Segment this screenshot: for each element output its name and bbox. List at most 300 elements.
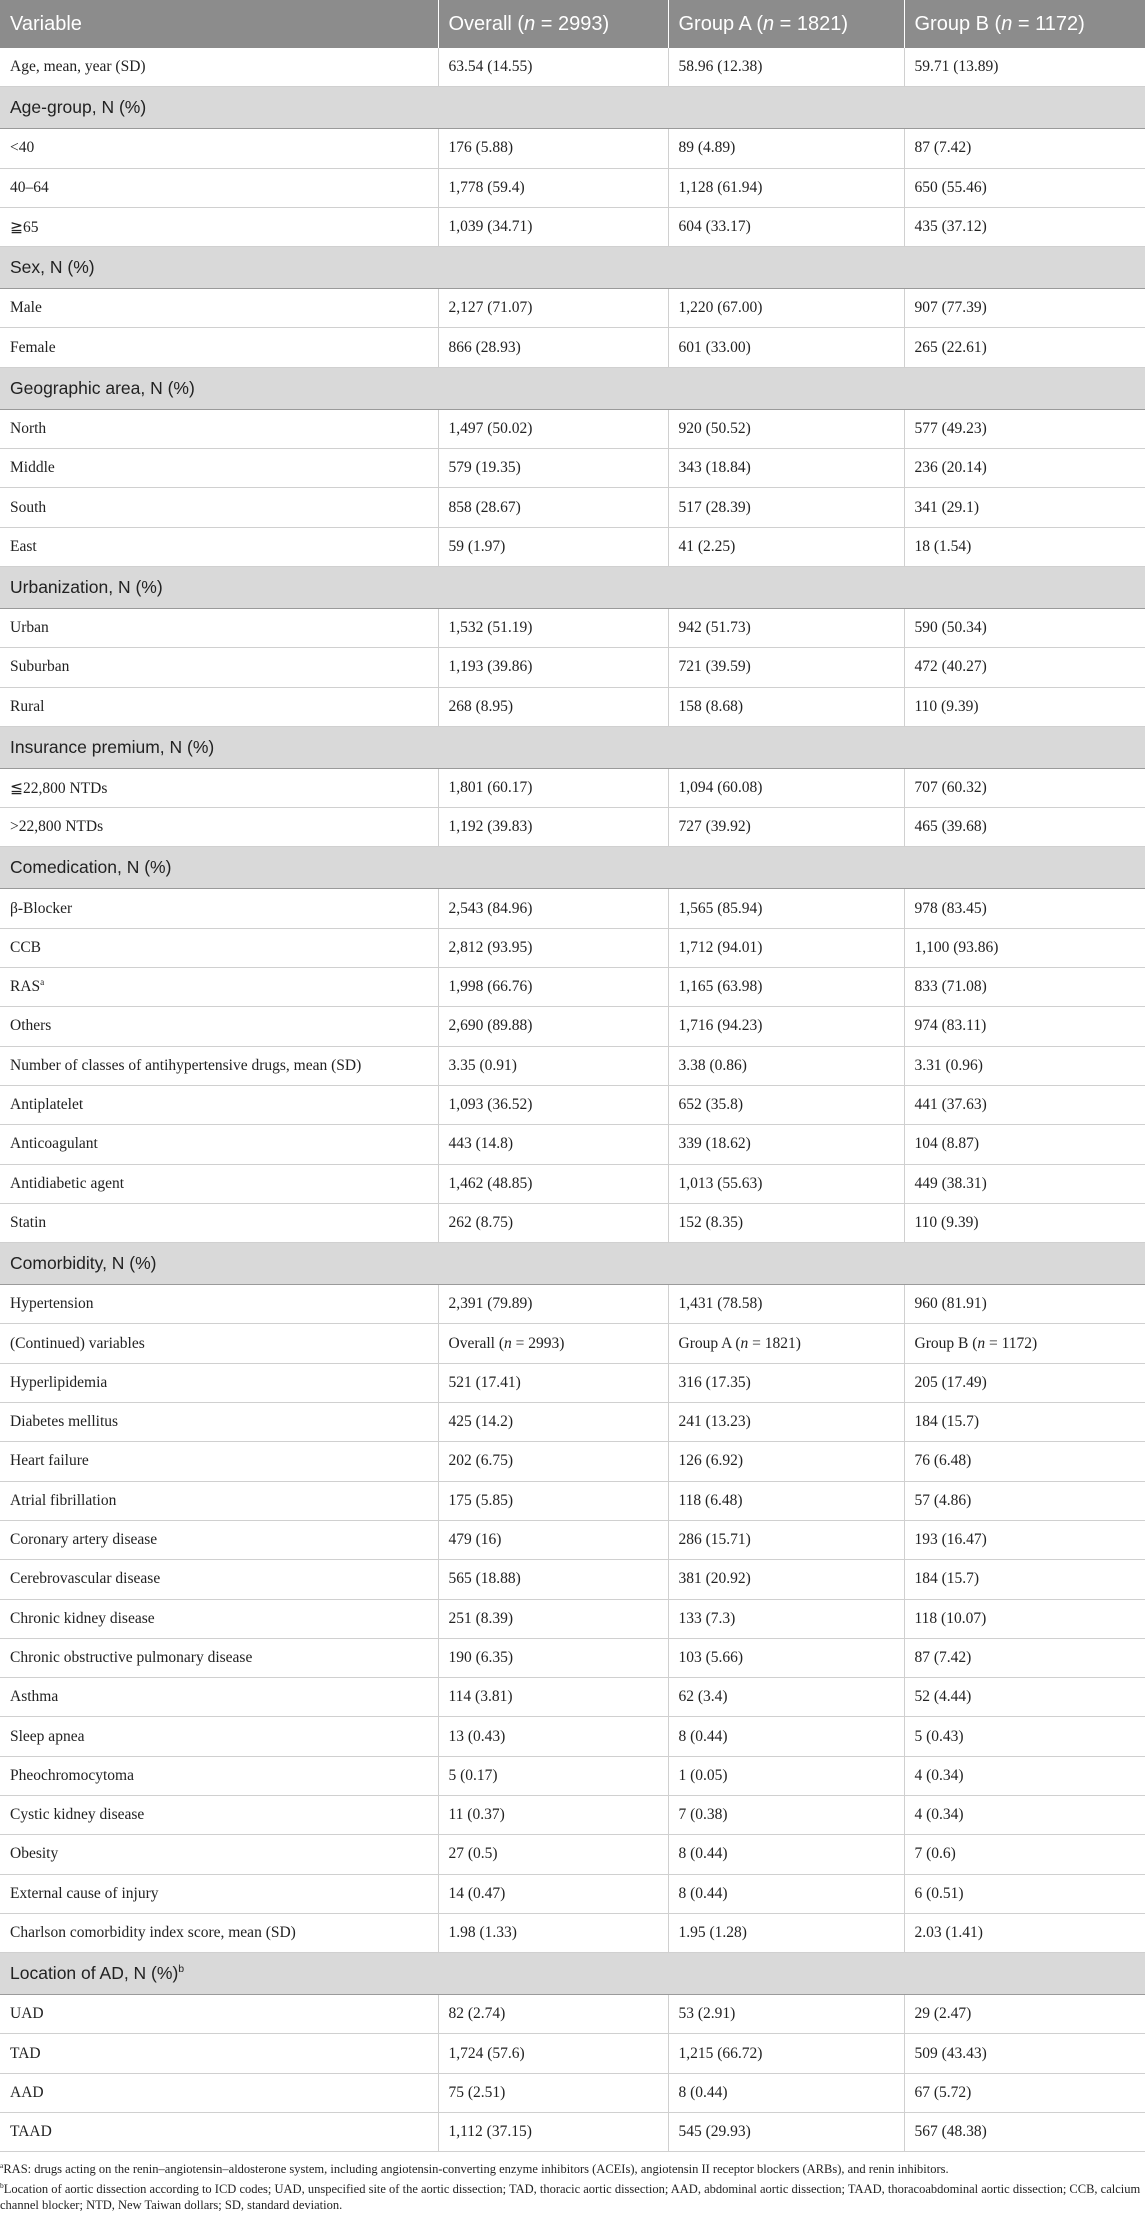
footnote-mark: b (0, 2180, 4, 2190)
cell-variable (0, 527, 438, 566)
table-row (0, 808, 1145, 847)
cell-variable (0, 1085, 438, 1124)
cell-variable-text: CCB (10, 938, 42, 956)
cell-overall: 2,812 (93.95) (438, 928, 668, 967)
cell-variable (0, 1442, 438, 1481)
header-group-b: Group B (n = 1172) (904, 0, 1145, 48)
table-row (0, 449, 1145, 488)
cell-variable (0, 1717, 438, 1756)
cell-group-b: 87 (7.42) (904, 129, 1145, 168)
cell-group-b: 3.31 (0.96) (904, 1046, 1145, 1085)
footnote-mark: a (40, 978, 45, 989)
section-label (0, 1243, 1145, 1285)
header-group-a: Group A (n = 1821) (668, 0, 904, 48)
cell-variable (0, 1835, 438, 1874)
cell-variable (0, 129, 438, 168)
cell-overall: 251 (8.39) (438, 1599, 668, 1638)
cell-overall: 268 (8.95) (438, 687, 668, 726)
table-row (0, 527, 1145, 566)
cell-overall: 858 (28.67) (438, 488, 668, 527)
header-variable: Variable (0, 0, 438, 48)
cell-variable-text: UAD (10, 2005, 44, 2023)
cell-group-b: 4 (0.34) (904, 1756, 1145, 1795)
cell-overall: 1,462 (48.85) (438, 1164, 668, 1203)
cell-variable (0, 1638, 438, 1677)
cell-group-b: 907 (77.39) (904, 289, 1145, 328)
table-row (0, 1520, 1145, 1559)
cell-variable-text: Hyperlipidemia (10, 1373, 108, 1391)
cell-group-b: 441 (37.63) (904, 1085, 1145, 1124)
cell-group-a: 1,220 (67.00) (668, 289, 904, 328)
cell-variable-text: Asthma (10, 1688, 59, 1706)
cell-group-a: 8 (0.44) (668, 1835, 904, 1874)
cell-group-b: 118 (10.07) (904, 1599, 1145, 1638)
cell-group-a: 241 (13.23) (668, 1403, 904, 1442)
cell-overall: 82 (2.74) (438, 1995, 668, 2034)
cell-overall: 1.98 (1.33) (438, 1913, 668, 1952)
cell-group-a: 1,565 (85.94) (668, 889, 904, 928)
cell-group-b: 1,100 (93.86) (904, 928, 1145, 967)
cell-variable-text: South (10, 498, 47, 516)
table-row (0, 2073, 1145, 2112)
cell-overall: 59 (1.97) (438, 527, 668, 566)
cell-group-b: 2.03 (1.41) (904, 1913, 1145, 1952)
cell-overall: 1,778 (59.4) (438, 168, 668, 207)
cell-overall: 262 (8.75) (438, 1203, 668, 1242)
cell-group-b: 960 (81.91) (904, 1285, 1145, 1324)
cell-variable-text: External cause of injury (10, 1884, 159, 1902)
cell-variable (0, 1285, 438, 1324)
cell-variable-text: Others (10, 1017, 52, 1035)
cell-overall: 114 (3.81) (438, 1678, 668, 1717)
section-row (0, 1953, 1145, 1995)
cell-variable-text: Number of classes of antihypertensive drugs, mean (SD) (10, 1056, 362, 1074)
cell-variable-text: RAS (10, 978, 41, 996)
table-row (0, 1046, 1145, 1085)
cell-variable (0, 1046, 438, 1085)
cell-n-italic: n (504, 1334, 512, 1352)
cell-overall: 1,998 (66.76) (438, 968, 668, 1007)
cell-group-a: 1,431 (78.58) (668, 1285, 904, 1324)
cell-variable-text: Female (10, 338, 56, 356)
cell-group-b: 509 (43.43) (904, 2034, 1145, 2073)
cell-variable-text: Rural (10, 697, 45, 715)
cell-variable (0, 2034, 438, 2073)
cell-variable-text: Pheochromocytoma (10, 1766, 134, 1784)
cell-variable (0, 1403, 438, 1442)
cell-group-b: 978 (83.45) (904, 889, 1145, 928)
cell-n-italic: n (977, 1334, 986, 1352)
cell-variable (0, 608, 438, 647)
cell-variable-text: Diabetes mellitus (10, 1413, 119, 1431)
section-label (0, 847, 1145, 889)
section-label (0, 247, 1145, 289)
cell-group-a: 286 (15.71) (668, 1520, 904, 1559)
cell-group-b: 5 (0.43) (904, 1717, 1145, 1756)
cell-overall: 1,093 (36.52) (438, 1085, 668, 1124)
cell-variable (0, 768, 438, 807)
section-row (0, 847, 1145, 889)
cell-overall: 27 (0.5) (438, 1835, 668, 1874)
cell-group-a: 942 (51.73) (668, 608, 904, 647)
cell-group-b: 110 (9.39) (904, 687, 1145, 726)
cell-overall: 190 (6.35) (438, 1638, 668, 1677)
table-row (0, 1678, 1145, 1717)
cell-variable-text: >22,800 NTDs (10, 818, 104, 836)
section-row (0, 247, 1145, 289)
cell-group-a: 601 (33.00) (668, 328, 904, 367)
cell-group-b (904, 1324, 1145, 1363)
cell-variable-text: Antiplatelet (10, 1096, 84, 1114)
cell-variable (0, 48, 438, 87)
cell-overall: 1,724 (57.6) (438, 2034, 668, 2073)
cell-group-b: 76 (6.48) (904, 1442, 1145, 1481)
cell-group-a: 316 (17.35) (668, 1363, 904, 1402)
cell-group-b: 110 (9.39) (904, 1203, 1145, 1242)
cell-group-b: 7 (0.6) (904, 1835, 1145, 1874)
cell-text: = 2993) (511, 1334, 565, 1352)
cell-group-a: 62 (3.4) (668, 1678, 904, 1717)
cell-text: = 1821) (748, 1334, 801, 1352)
table-row (0, 1203, 1145, 1242)
cell-group-a: 89 (4.89) (668, 129, 904, 168)
table-row (0, 928, 1145, 967)
cell-group-a: 1 (0.05) (668, 1756, 904, 1795)
table-row (0, 1007, 1145, 1046)
table-row (0, 409, 1145, 448)
footnotes (0, 2152, 1145, 2212)
cell-overall: 2,690 (89.88) (438, 1007, 668, 1046)
table-row (0, 608, 1145, 647)
cell-variable (0, 409, 438, 448)
cell-group-b: 833 (71.08) (904, 968, 1145, 1007)
footnote-text: Location of aortic dissection according to ICD codes; UAD, unspecified site of the aortic dissection; TAD, thoracic aortic dissection; AAD, abdominal aortic dissection; TAAD, thoracoabdominal aortic dissection; CCB, calcium channel blocker; NTD, New Taiwan dollars; SD, standard deviation. (0, 2181, 1141, 2212)
cell-variable-text: Suburban (10, 658, 70, 676)
cell-variable-text: Chronic kidney disease (10, 1609, 155, 1627)
cell-overall: 75 (2.51) (438, 2073, 668, 2112)
cell-group-b: 472 (40.27) (904, 648, 1145, 687)
cell-group-b: 465 (39.68) (904, 808, 1145, 847)
cell-overall: 2,127 (71.07) (438, 289, 668, 328)
cell-variable-text: AAD (10, 2083, 44, 2101)
section-label (0, 1953, 1145, 1995)
section-label-text: Insurance premium, N (%) (10, 736, 215, 757)
cell-variable-text: ≦22,800 NTDs (10, 779, 108, 797)
table-row (0, 768, 1145, 807)
table-row (0, 1164, 1145, 1203)
header-overall: Overall (n = 2993) (438, 0, 668, 48)
cell-overall: 1,193 (39.86) (438, 648, 668, 687)
cell-group-a: 1,094 (60.08) (668, 768, 904, 807)
cell-group-a: 58.96 (12.38) (668, 48, 904, 87)
table-row (0, 1481, 1145, 1520)
cell-group-a (668, 1324, 904, 1363)
table-row (0, 1599, 1145, 1638)
cell-overall: 521 (17.41) (438, 1363, 668, 1402)
footnote-a (0, 2158, 1145, 2177)
table-row (0, 1756, 1145, 1795)
cell-group-b: 567 (48.38) (904, 2113, 1145, 2152)
cell-variable (0, 168, 438, 207)
table-row (0, 48, 1145, 87)
cell-group-a: 545 (29.93) (668, 2113, 904, 2152)
cell-variable-text: 40–64 (10, 178, 49, 196)
table-row (0, 687, 1145, 726)
cell-variable (0, 1913, 438, 1952)
cell-group-b: 577 (49.23) (904, 409, 1145, 448)
cell-group-b: 341 (29.1) (904, 488, 1145, 527)
cell-group-a: 8 (0.44) (668, 1717, 904, 1756)
cell-variable: (Continued) variables (0, 1324, 438, 1363)
cell-text: Group A ( (678, 1334, 741, 1352)
cell-group-b: 52 (4.44) (904, 1678, 1145, 1717)
cell-group-b: 104 (8.87) (904, 1125, 1145, 1164)
cell-overall: 13 (0.43) (438, 1717, 668, 1756)
cell-overall: 866 (28.93) (438, 328, 668, 367)
cell-variable (0, 1203, 438, 1242)
cell-variable-text: Heart failure (10, 1452, 89, 1470)
cell-group-a: 158 (8.68) (668, 687, 904, 726)
cell-group-a: 604 (33.17) (668, 207, 904, 246)
cell-group-b: 590 (50.34) (904, 608, 1145, 647)
table-row (0, 1795, 1145, 1834)
cell-overall: 1,039 (34.71) (438, 207, 668, 246)
cell-variable-text: <40 (10, 139, 35, 157)
cell-group-a: 133 (7.3) (668, 1599, 904, 1638)
cell-variable (0, 687, 438, 726)
cell-overall: 443 (14.8) (438, 1125, 668, 1164)
table-row (0, 968, 1145, 1007)
cell-variable (0, 1995, 438, 2034)
cell-overall: 1,192 (39.83) (438, 808, 668, 847)
section-label-text: Location of AD, N (%) (10, 1963, 179, 1984)
cell-variable (0, 449, 438, 488)
cell-overall: 425 (14.2) (438, 1403, 668, 1442)
cell-overall: 3.35 (0.91) (438, 1046, 668, 1085)
table-row (0, 129, 1145, 168)
cell-group-a: 103 (5.66) (668, 1638, 904, 1677)
table-row (0, 1125, 1145, 1164)
footnote-mark: a (0, 2161, 4, 2171)
cell-group-a: 1,013 (55.63) (668, 1164, 904, 1203)
cell-overall: 479 (16) (438, 1520, 668, 1559)
cell-overall: 1,801 (60.17) (438, 768, 668, 807)
section-label-text: Urbanization, N (%) (10, 576, 163, 597)
cell-variable (0, 1795, 438, 1834)
table-row (0, 1085, 1145, 1124)
cell-group-b: 87 (7.42) (904, 1638, 1145, 1677)
cell-variable (0, 1520, 438, 1559)
cell-group-b: 193 (16.47) (904, 1520, 1145, 1559)
cell-group-b: 650 (55.46) (904, 168, 1145, 207)
cell-variable (0, 1125, 438, 1164)
cell-n-italic: n (740, 1334, 749, 1352)
section-row (0, 726, 1145, 768)
cell-group-b: 184 (15.7) (904, 1403, 1145, 1442)
cell-variable (0, 648, 438, 687)
table-row (0, 168, 1145, 207)
cell-variable (0, 2073, 438, 2112)
cell-group-b: 184 (15.7) (904, 1560, 1145, 1599)
cell-overall: 63.54 (14.55) (438, 48, 668, 87)
footnote-text: RAS: drugs acting on the renin–angiotensin–aldosterone system, including angiotensin-converting enzyme inhibitors (ACEIs), angiotensin II receptor blockers (ARBs), and renin inhibitors. (3, 2162, 949, 2177)
section-row (0, 1243, 1145, 1285)
cell-group-b: 265 (22.61) (904, 328, 1145, 367)
cell-variable (0, 968, 438, 1007)
cell-variable-text: Hypertension (10, 1295, 94, 1313)
cell-group-b: 974 (83.11) (904, 1007, 1145, 1046)
table-row (0, 207, 1145, 246)
cell-group-a: 8 (0.44) (668, 2073, 904, 2112)
section-row (0, 367, 1145, 409)
cell-overall: 2,543 (84.96) (438, 889, 668, 928)
cell-variable-text: Obesity (10, 1845, 59, 1863)
cell-group-a: 152 (8.35) (668, 1203, 904, 1242)
section-row (0, 87, 1145, 129)
cell-group-b: 57 (4.86) (904, 1481, 1145, 1520)
cell-group-a: 721 (39.59) (668, 648, 904, 687)
cell-variable-text: Cystic kidney disease (10, 1806, 145, 1824)
cell-group-a: 517 (28.39) (668, 488, 904, 527)
table-row (0, 648, 1145, 687)
cell-overall: 565 (18.88) (438, 1560, 668, 1599)
table-row (0, 1995, 1145, 2034)
cell-variable (0, 488, 438, 527)
table-row (0, 1638, 1145, 1677)
cell-variable-text: Cerebrovascular disease (10, 1570, 161, 1588)
cell-overall: 202 (6.75) (438, 1442, 668, 1481)
cell-variable-text: Middle (10, 459, 55, 477)
cell-group-a: 652 (35.8) (668, 1085, 904, 1124)
cell-group-a: 41 (2.25) (668, 527, 904, 566)
cell-text: = 1172) (985, 1334, 1038, 1352)
table-row (0, 328, 1145, 367)
cell-variable-text: Antidiabetic agent (10, 1174, 125, 1192)
cell-variable (0, 928, 438, 967)
section-label (0, 87, 1145, 129)
cell-variable (0, 328, 438, 367)
cell-overall: 14 (0.47) (438, 1874, 668, 1913)
cell-group-b: 449 (38.31) (904, 1164, 1145, 1203)
cell-variable (0, 1363, 438, 1402)
table-row (0, 1560, 1145, 1599)
cell-overall: 579 (19.35) (438, 449, 668, 488)
cell-text: Overall ( (448, 1334, 505, 1352)
table-row (0, 1442, 1145, 1481)
cell-overall: 5 (0.17) (438, 1756, 668, 1795)
cell-group-b: 67 (5.72) (904, 2073, 1145, 2112)
cell-group-a: 343 (18.84) (668, 449, 904, 488)
cell-overall: 1,532 (51.19) (438, 608, 668, 647)
cell-group-b: 6 (0.51) (904, 1874, 1145, 1913)
cell-variable (0, 889, 438, 928)
section-label (0, 367, 1145, 409)
cell-variable (0, 1874, 438, 1913)
section-label-text: Geographic area, N (%) (10, 377, 195, 398)
cell-variable (0, 1560, 438, 1599)
cell-overall: 2,391 (79.89) (438, 1285, 668, 1324)
cell-group-b: 236 (20.14) (904, 449, 1145, 488)
cell-variable-text: Anticoagulant (10, 1135, 98, 1153)
cell-group-b: 18 (1.54) (904, 527, 1145, 566)
cell-variable-text: Sleep apnea (10, 1727, 85, 1745)
cell-group-a: 3.38 (0.86) (668, 1046, 904, 1085)
cell-overall: 175 (5.85) (438, 1481, 668, 1520)
cell-variable-text: Charlson comorbidity index score, mean (SD) (10, 1924, 296, 1942)
table-row (0, 1363, 1145, 1402)
cell-overall: 1,497 (50.02) (438, 409, 668, 448)
cell-variable-text: ≧65 (10, 218, 39, 236)
footnote-mark: b (178, 1963, 185, 1976)
cell-group-a: 1,165 (63.98) (668, 968, 904, 1007)
table-row (0, 1913, 1145, 1952)
cell-group-b: 59.71 (13.89) (904, 48, 1145, 87)
cell-group-a: 1,215 (66.72) (668, 2034, 904, 2073)
table-row (0, 1717, 1145, 1756)
section-label-text: Sex, N (%) (10, 257, 95, 278)
cell-variable (0, 808, 438, 847)
cell-overall: 11 (0.37) (438, 1795, 668, 1834)
table-row (0, 289, 1145, 328)
cell-group-b: 29 (2.47) (904, 1995, 1145, 2034)
cell-variable (0, 1481, 438, 1520)
cell-variable (0, 1756, 438, 1795)
section-label (0, 726, 1145, 768)
table-body (0, 48, 1145, 2152)
cell-variable (0, 2113, 438, 2152)
cell-overall (438, 1324, 668, 1363)
cell-group-a: 126 (6.92) (668, 1442, 904, 1481)
table-row (0, 1835, 1145, 1874)
section-label-text: Comorbidity, N (%) (10, 1253, 157, 1274)
cell-variable-text: TAAD (10, 2123, 52, 2141)
cell-group-b: 4 (0.34) (904, 1795, 1145, 1834)
cell-group-a: 1,716 (94.23) (668, 1007, 904, 1046)
cell-group-a: 1,712 (94.01) (668, 928, 904, 967)
section-label-text: Comedication, N (%) (10, 857, 172, 878)
table-row (0, 2113, 1145, 2152)
section-row (0, 566, 1145, 608)
continued-header-row (0, 1324, 1145, 1363)
cell-variable (0, 1678, 438, 1717)
cell-group-a: 339 (18.62) (668, 1125, 904, 1164)
cell-variable-text: Statin (10, 1213, 47, 1231)
cell-variable (0, 289, 438, 328)
cell-variable (0, 1007, 438, 1046)
section-label-text: Age-group, N (%) (10, 97, 147, 118)
cell-group-a: 1.95 (1.28) (668, 1913, 904, 1952)
cell-variable-text: East (10, 537, 37, 555)
cell-variable (0, 1164, 438, 1203)
cell-overall: 1,112 (37.15) (438, 2113, 668, 2152)
cell-group-a: 53 (2.91) (668, 1995, 904, 2034)
cell-variable-text: Chronic obstructive pulmonary disease (10, 1648, 253, 1666)
cell-variable (0, 1599, 438, 1638)
cell-group-a: 920 (50.52) (668, 409, 904, 448)
cell-group-a: 1,128 (61.94) (668, 168, 904, 207)
cell-group-a: 8 (0.44) (668, 1874, 904, 1913)
cell-text: Group B ( (914, 1334, 978, 1352)
cell-variable-text: Atrial fibrillation (10, 1491, 117, 1509)
cell-variable (0, 207, 438, 246)
cell-overall: 176 (5.88) (438, 129, 668, 168)
cell-variable-text: Age, mean, year (SD) (10, 58, 146, 76)
cell-group-b: 435 (37.12) (904, 207, 1145, 246)
cell-variable-text: North (10, 419, 47, 437)
table-row (0, 1403, 1145, 1442)
cell-variable-text: Urban (10, 619, 49, 637)
cell-group-a: 7 (0.38) (668, 1795, 904, 1834)
